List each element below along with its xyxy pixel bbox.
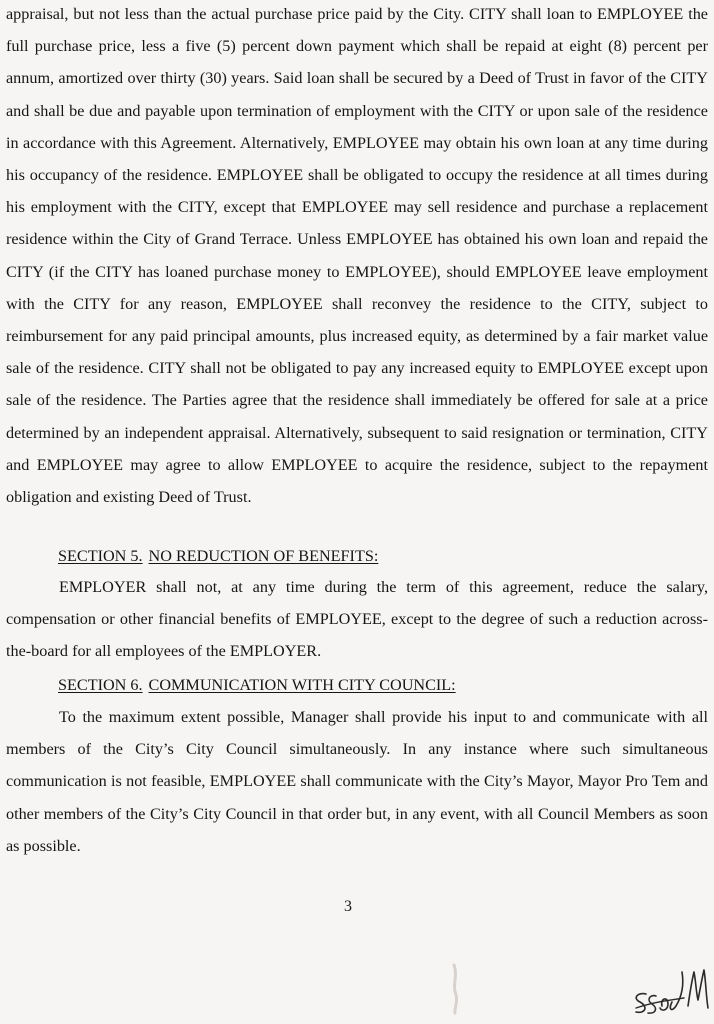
section-6-body: To the maximum extent possible, Manager shall provide his input to and communicate with all members of the City’s City Council simultaneously. In any instance where such simultaneous communication is not feasible, EMPLOYEE shall communicate with the City’s Mayor, Mayor Pro Tem and other members of the City’s City Council in that order but, in any event, with all Council Members as soon as possible. xyxy=(6,708,708,855)
handwritten-initials-signature xyxy=(626,962,712,1022)
section-5-title: NO REDUCTION OF BENEFITS: xyxy=(148,547,379,565)
section-5-body: EMPLOYER shall not, at any time during the term of this agreement, reduce the salary, compensation or other financial benefits of EMPLOYEE, except to the degree of such a reduction across-the-board for all employees of the EMPLOYER. xyxy=(6,578,708,661)
section-6-heading xyxy=(58,669,456,701)
paragraph-residence-loan: appraisal, but not less than the actual purchase price paid by the City. CITY shall loan to EMPLOYEE the full purchase price, less a five (5) percent down payment which shall be repaid at eight (8) percent per annum, amortized over thirty (30) years. Said loan shall be secured by a Deed of Trust in favor of the CITY and shall be due and payable upon termination of employment with the CITY or upon sale of the residence in accordance with this Agreement. Alternatively, EMPLOYEE may obtain his own loan at any time during his occupancy of the residence. EMPLOYEE shall be obligated to occupy the residence at all times during his employment with the CITY, except that EMPLOYEE may sell residence and purchase a replacement residence within the City of Grand Terrace. Unless EMPLOYEE has obtained his own loan and repaid the CITY (if the CITY has loaned purchase money to EMPLOYEE), should EMPLOYEE leave employment with the CITY for any reason, EMPLOYEE shall reconvey the residence to the CITY, subject to reimbursement for any paid principal amounts, plus increased equity, as determined by a fair market value sale of the residence. CITY shall not be obligated to pay any increased equity to EMPLOYEE except upon sale of the residence. The Parties agree that the residence shall immediately be offered for sale at a price determined by an independent appraisal. Alternatively, subsequent to said resignation or termination, CITY and EMPLOYEE may agree to allow EMPLOYEE to acquire the residence, subject to the repayment obligation and existing Deed of Trust. xyxy=(6,5,708,507)
section-5-heading xyxy=(58,540,378,572)
section-5-number: SECTION 5. xyxy=(58,547,143,565)
section-6-title: COMMUNICATION WITH CITY COUNCIL: xyxy=(148,676,456,694)
page-number: 3 xyxy=(344,898,352,915)
paper-smudge xyxy=(440,955,470,1015)
section-6-number: SECTION 6. xyxy=(58,676,143,694)
